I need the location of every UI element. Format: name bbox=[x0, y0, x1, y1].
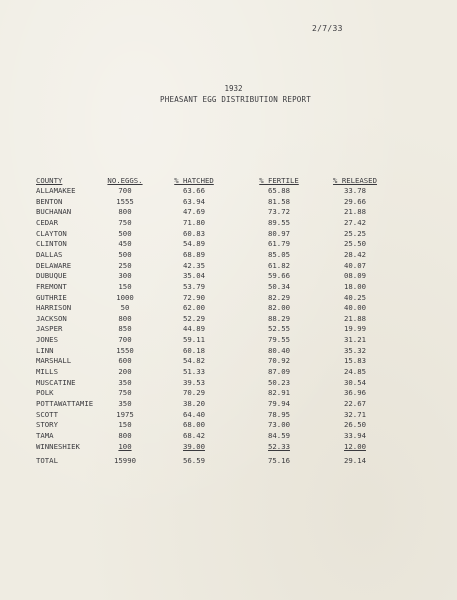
header-county: COUNTY bbox=[36, 176, 63, 185]
fertile-cell: 61.79 bbox=[268, 239, 290, 248]
released-cell: 33.94 bbox=[344, 431, 366, 440]
county-cell: MARSHALL bbox=[36, 356, 72, 365]
fertile-cell: 50.23 bbox=[268, 378, 290, 387]
county-cell: BENTON bbox=[36, 197, 63, 206]
fertile-cell: 84.59 bbox=[268, 431, 290, 440]
county-cell: JONES bbox=[36, 335, 58, 344]
hatched-cell: 60.83 bbox=[183, 229, 205, 238]
total-eggs: 15990 bbox=[114, 456, 136, 465]
released-cell: 18.00 bbox=[344, 282, 366, 291]
fertile-cell: 50.34 bbox=[268, 282, 290, 291]
county-cell: STORY bbox=[36, 420, 58, 429]
fertile-cell: 52.55 bbox=[268, 324, 290, 333]
fertile-cell: 73.00 bbox=[268, 420, 290, 429]
eggs-cell: 100 bbox=[118, 442, 132, 451]
fertile-cell: 78.95 bbox=[268, 410, 290, 419]
eggs-cell: 800 bbox=[118, 314, 132, 323]
eggs-cell: 800 bbox=[118, 431, 132, 440]
fertile-cell: 85.05 bbox=[268, 250, 290, 259]
eggs-cell: 350 bbox=[118, 399, 132, 408]
header-released: % RELEASED bbox=[333, 176, 377, 185]
hatched-cell: 59.11 bbox=[183, 335, 205, 344]
total-fertile: 75.16 bbox=[268, 456, 290, 465]
eggs-cell: 750 bbox=[118, 218, 132, 227]
eggs-cell: 700 bbox=[118, 335, 132, 344]
eggs-cell: 500 bbox=[118, 250, 132, 259]
released-cell: 31.21 bbox=[344, 335, 366, 344]
hatched-cell: 38.20 bbox=[183, 399, 205, 408]
released-cell: 40.00 bbox=[344, 303, 366, 312]
fertile-cell: 82.91 bbox=[268, 388, 290, 397]
hatched-cell: 68.00 bbox=[183, 420, 205, 429]
eggs-cell: 850 bbox=[118, 324, 132, 333]
released-cell: 15.83 bbox=[344, 356, 366, 365]
county-cell: CLAYTON bbox=[36, 229, 67, 238]
hatched-cell: 62.00 bbox=[183, 303, 205, 312]
eggs-cell: 1555 bbox=[116, 197, 134, 206]
eggs-cell: 150 bbox=[118, 282, 132, 291]
hatched-cell: 52.29 bbox=[183, 314, 205, 323]
released-cell: 28.42 bbox=[344, 250, 366, 259]
eggs-cell: 1000 bbox=[116, 293, 134, 302]
hatched-cell: 42.35 bbox=[183, 261, 205, 270]
hatched-cell: 54.89 bbox=[183, 239, 205, 248]
released-cell: 32.71 bbox=[344, 410, 366, 419]
county-cell: MILLS bbox=[36, 367, 58, 376]
county-cell: MUSCATINE bbox=[36, 378, 76, 387]
total-label: TOTAL bbox=[36, 456, 58, 465]
released-cell: 30.54 bbox=[344, 378, 366, 387]
hatched-cell: 68.42 bbox=[183, 431, 205, 440]
document-date: 2/7/33 bbox=[312, 24, 343, 33]
released-cell: 24.85 bbox=[344, 367, 366, 376]
county-cell: WINNESHIEK bbox=[36, 442, 80, 451]
hatched-cell: 39.53 bbox=[183, 378, 205, 387]
hatched-cell: 47.69 bbox=[183, 207, 205, 216]
hatched-cell: 44.89 bbox=[183, 324, 205, 333]
fertile-cell: 89.55 bbox=[268, 218, 290, 227]
eggs-cell: 1550 bbox=[116, 346, 134, 355]
released-cell: 12.00 bbox=[344, 442, 366, 451]
county-cell: SCOTT bbox=[36, 410, 58, 419]
fertile-cell: 59.66 bbox=[268, 271, 290, 280]
hatched-cell: 72.90 bbox=[183, 293, 205, 302]
fertile-cell: 82.00 bbox=[268, 303, 290, 312]
hatched-cell: 63.66 bbox=[183, 186, 205, 195]
released-cell: 21.88 bbox=[344, 207, 366, 216]
fertile-cell: 80.97 bbox=[268, 229, 290, 238]
county-cell: DALLAS bbox=[36, 250, 63, 259]
fertile-cell: 79.55 bbox=[268, 335, 290, 344]
released-cell: 22.67 bbox=[344, 399, 366, 408]
county-cell: TAMA bbox=[36, 431, 54, 440]
header-eggs: NO.EGGS. bbox=[107, 176, 143, 185]
released-cell: 21.88 bbox=[344, 314, 366, 323]
eggs-cell: 1975 bbox=[116, 410, 134, 419]
fertile-cell: 52.33 bbox=[268, 442, 290, 451]
released-cell: 25.25 bbox=[344, 229, 366, 238]
total-released: 29.14 bbox=[344, 456, 366, 465]
hatched-cell: 51.33 bbox=[183, 367, 205, 376]
eggs-cell: 300 bbox=[118, 271, 132, 280]
hatched-cell: 54.82 bbox=[183, 356, 205, 365]
hatched-cell: 70.29 bbox=[183, 388, 205, 397]
hatched-cell: 60.18 bbox=[183, 346, 205, 355]
county-cell: JASPER bbox=[36, 324, 63, 333]
report-year: 1932 bbox=[224, 84, 243, 93]
fertile-cell: 87.09 bbox=[268, 367, 290, 376]
eggs-cell: 750 bbox=[118, 388, 132, 397]
county-cell: JACKSON bbox=[36, 314, 67, 323]
eggs-cell: 800 bbox=[118, 207, 132, 216]
county-cell: POTTAWATTAMIE bbox=[36, 399, 94, 408]
fertile-cell: 88.29 bbox=[268, 314, 290, 323]
eggs-cell: 50 bbox=[120, 303, 130, 312]
eggs-cell: 600 bbox=[118, 356, 132, 365]
fertile-cell: 79.94 bbox=[268, 399, 290, 408]
eggs-cell: 350 bbox=[118, 378, 132, 387]
released-cell: 29.66 bbox=[344, 197, 366, 206]
released-cell: 40.07 bbox=[344, 261, 366, 270]
hatched-cell: 71.80 bbox=[183, 218, 205, 227]
released-cell: 35.32 bbox=[344, 346, 366, 355]
eggs-cell: 250 bbox=[118, 261, 132, 270]
hatched-cell: 35.04 bbox=[183, 271, 205, 280]
county-cell: FREMONT bbox=[36, 282, 67, 291]
total-hatched: 56.59 bbox=[183, 456, 205, 465]
released-cell: 19.99 bbox=[344, 324, 366, 333]
released-cell: 36.96 bbox=[344, 388, 366, 397]
fertile-cell: 80.40 bbox=[268, 346, 290, 355]
county-cell: DUBUQUE bbox=[36, 271, 67, 280]
hatched-cell: 39.00 bbox=[183, 442, 205, 451]
released-cell: 40.25 bbox=[344, 293, 366, 302]
eggs-cell: 500 bbox=[118, 229, 132, 238]
fertile-cell: 81.58 bbox=[268, 197, 290, 206]
released-cell: 25.50 bbox=[344, 239, 366, 248]
report-title: PHEASANT EGG DISTRIBUTION REPORT bbox=[160, 95, 311, 104]
hatched-cell: 53.79 bbox=[183, 282, 205, 291]
fertile-cell: 65.88 bbox=[268, 186, 290, 195]
released-cell: 27.42 bbox=[344, 218, 366, 227]
released-cell: 33.78 bbox=[344, 186, 366, 195]
county-cell: HARRISON bbox=[36, 303, 72, 312]
county-cell: CEDAR bbox=[36, 218, 58, 227]
fertile-cell: 61.82 bbox=[268, 261, 290, 270]
county-cell: LINN bbox=[36, 346, 54, 355]
county-cell: CLINTON bbox=[36, 239, 67, 248]
county-cell: ALLAMAKEE bbox=[36, 186, 76, 195]
hatched-cell: 63.94 bbox=[183, 197, 205, 206]
hatched-cell: 64.40 bbox=[183, 410, 205, 419]
fertile-cell: 82.29 bbox=[268, 293, 290, 302]
header-fertile: % FERTILE bbox=[259, 176, 299, 185]
hatched-cell: 68.89 bbox=[183, 250, 205, 259]
county-cell: BUCHANAN bbox=[36, 207, 72, 216]
released-cell: 08.09 bbox=[344, 271, 366, 280]
eggs-cell: 200 bbox=[118, 367, 132, 376]
eggs-cell: 700 bbox=[118, 186, 132, 195]
county-cell: DELAWARE bbox=[36, 261, 72, 270]
county-cell: GUTHRIE bbox=[36, 293, 67, 302]
county-cell: POLK bbox=[36, 388, 54, 397]
released-cell: 26.50 bbox=[344, 420, 366, 429]
fertile-cell: 70.92 bbox=[268, 356, 290, 365]
header-hatched: % HATCHED bbox=[174, 176, 214, 185]
eggs-cell: 150 bbox=[118, 420, 132, 429]
fertile-cell: 73.72 bbox=[268, 207, 290, 216]
eggs-cell: 450 bbox=[118, 239, 132, 248]
